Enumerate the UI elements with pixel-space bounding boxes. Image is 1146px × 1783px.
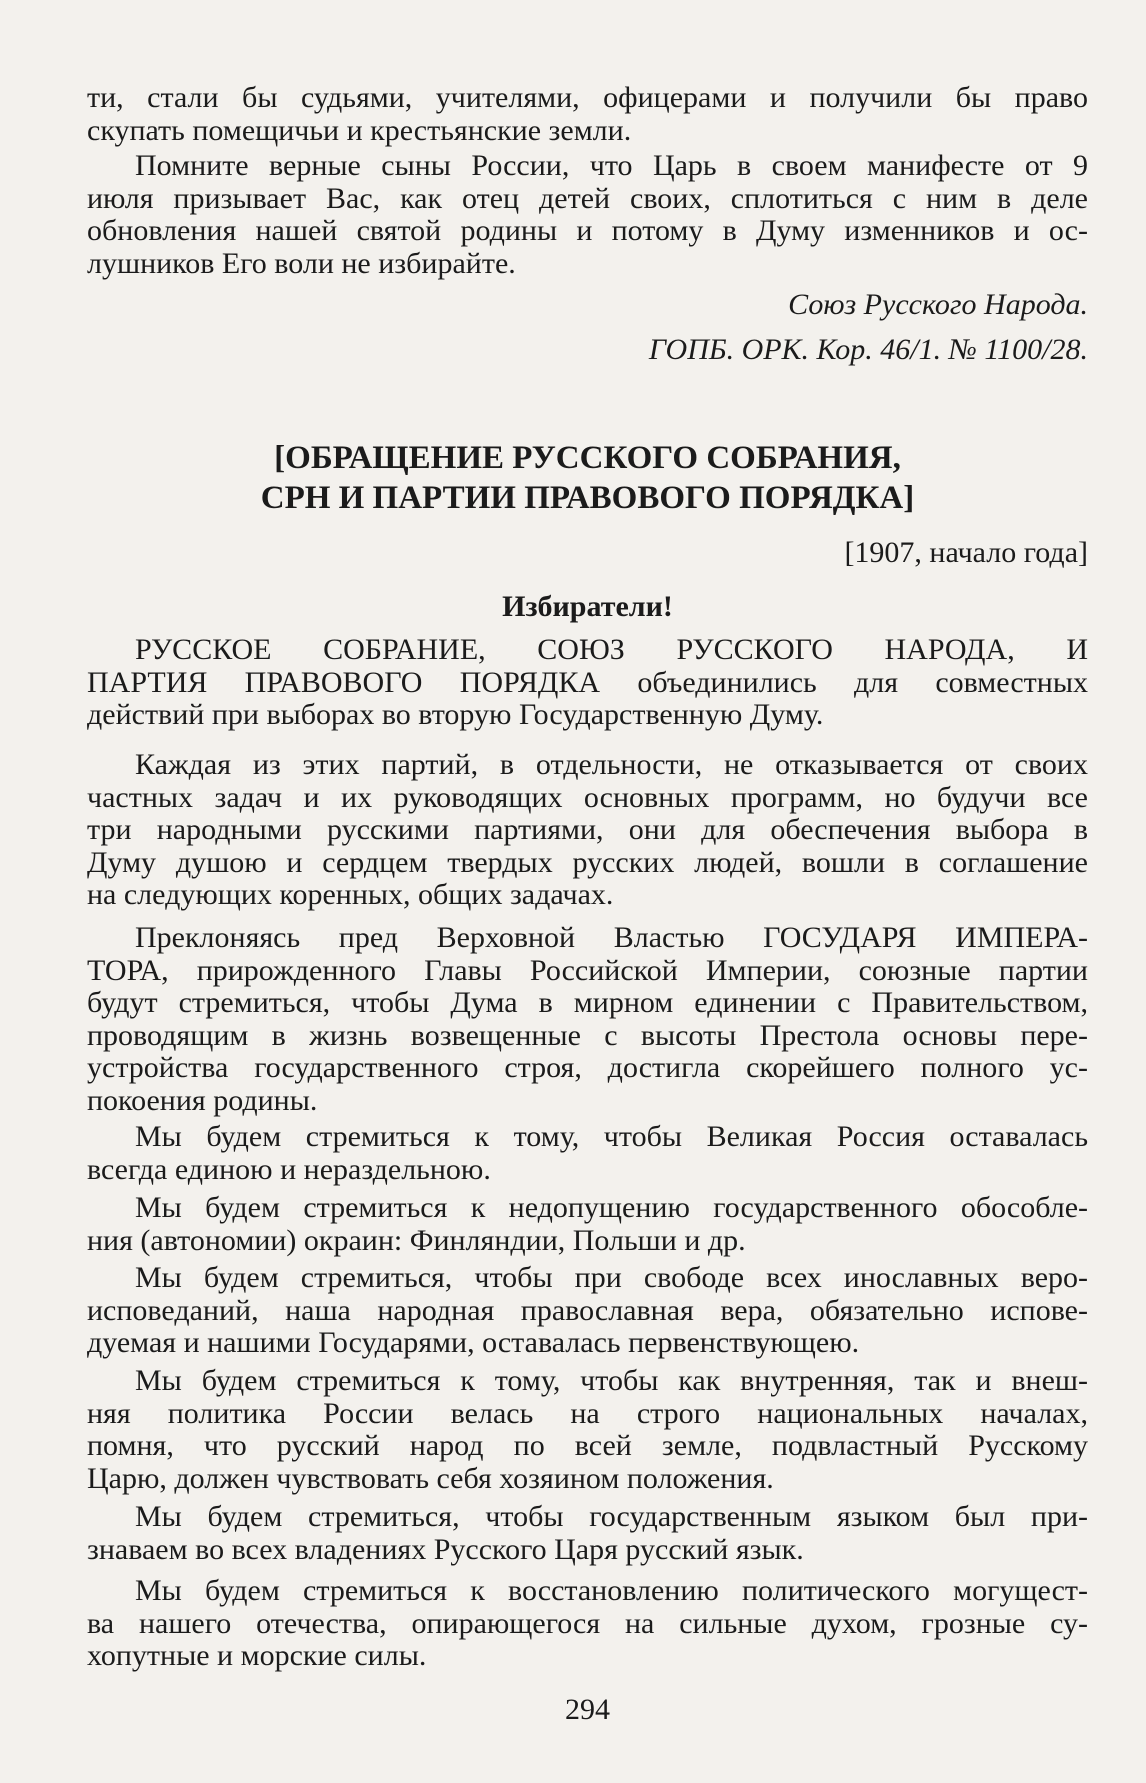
text-line: Преклоняясь пред Верховной Властью ГОСУДАРЯ ИМПЕРА- [135, 921, 1088, 954]
page-number: 294 [565, 1693, 610, 1726]
text-line: ТОРА, прирожденного Главы Российской Империи, союзные партии [87, 953, 1088, 987]
text-line: Каждая из этих партий, в отдельности, не отказывается от своих [135, 748, 1088, 781]
text-line: исповеданий, наша народная православная вера, обязательно испове- [87, 1293, 1088, 1327]
salutation: Избиратели! [502, 590, 673, 623]
text-line: всегда единою и нераздельною. [87, 1152, 491, 1186]
text-line: помня, что русский народ по всей земле, подвластный Русскому [87, 1429, 1088, 1462]
paragraph-policy [87, 1365, 1088, 1495]
text-line: Мы будем стремиться к тому, чтобы Великая Россия оставалась [135, 1120, 1088, 1153]
text-line: Мы будем стремиться, чтобы государственным языком был при- [135, 1500, 1088, 1533]
title-line: СРН И ПАРТИИ ПРАВОВОГО ПОРЯДКА] [260, 480, 915, 516]
text-line: ти, стали бы судьями, учителями, офицерами и получили бы право [87, 81, 1088, 114]
text-line: на следующих коренных, общих задачах. [87, 878, 614, 911]
paragraph-sovereign [87, 922, 1088, 1117]
paragraph-language [87, 1501, 1088, 1566]
text-line: устройства государственного строя, достигла скорейшего полного ус- [87, 1051, 1088, 1084]
closing-paragraph [87, 150, 1088, 280]
text-line: хопутные и морские силы. [87, 1639, 427, 1672]
text-line: РУССКОЕ СОБРАНИЕ, СОЮЗ РУССКОГО НАРОДА, И [135, 633, 1088, 666]
text-line: Царю, должен чувствовать себя хозяином положения. [87, 1461, 774, 1495]
document-date: [1907, начало года] [844, 536, 1088, 569]
text-line: три народными русскими партиями, они для обеспечения выбора в [87, 813, 1088, 846]
text-line: знаваем во всех владениях Русского Царя русский язык. [87, 1532, 804, 1566]
text-line: ва нашего отечества, опирающегося на сильные духом, грозные су- [87, 1606, 1088, 1640]
continuation-paragraph [87, 82, 1088, 147]
paragraph-agreement [87, 749, 1088, 912]
text-line: обновления нашей святой родины и потому в Думу изменников и ос- [87, 214, 1088, 247]
text-line: Мы будем стремиться, чтобы при свободе всех инославных веро- [135, 1261, 1088, 1294]
text-line: проводящим в жизнь возвещенные с высоты Престола основы пере- [87, 1018, 1088, 1052]
text-line: действий при выборах во вторую Государственную Думу. [87, 698, 824, 731]
title-line: [ОБРАЩЕНИЕ РУССКОГО СОБРАНИЯ, [274, 440, 901, 476]
paragraph-autonomy [87, 1192, 1088, 1257]
text-line: покоения родины. [87, 1083, 318, 1117]
text-line: Мы будем стремиться к восстановлению политического могущест- [135, 1574, 1088, 1607]
text-line: няя политика России велась на строго национальных началах, [87, 1396, 1088, 1430]
document-title [87, 438, 1088, 518]
signature: Союз Русского Народа. [788, 288, 1088, 321]
paragraph-union [87, 634, 1088, 732]
text-line: будут стремиться, чтобы Дума в мирном единении с Правительством, [87, 986, 1088, 1019]
paragraph-unity [87, 1121, 1088, 1186]
text-line: июля призывает Вас, как отец детей своих, сплотиться с ним в деле [87, 181, 1088, 215]
text-line: скупать помещичьи и крестьянские земли. [87, 113, 632, 147]
text-line: ПАРТИЯ ПРАВОВОГО ПОРЯДКА объединились для совместных [87, 665, 1088, 699]
text-line: Думу душою и сердцем твердых русских людей, вошли в соглашение [87, 845, 1088, 879]
archive-source: ГОПБ. ОРК. Кор. 46/1. № 1100/28. [648, 333, 1088, 366]
text-line: частных задач и их руководящих основных программ, но будучи все [87, 780, 1088, 814]
text-line: ния (автономии) окраин: Финляндии, Польши и др. [87, 1223, 746, 1257]
text-line: лушников Его воли не избирайте. [87, 246, 516, 280]
paragraph-faith [87, 1262, 1088, 1360]
text-line: дуемая и нашими Государями, оставалась первенствующею. [87, 1326, 860, 1359]
text-line: Помните верные сыны России, что Царь в своем манифесте от 9 [135, 149, 1088, 182]
paragraph-military [87, 1575, 1088, 1673]
text-line: Мы будем стремиться к недопущению государственного обособле- [135, 1191, 1088, 1224]
text-line: Мы будем стремиться к тому, чтобы как внутренняя, так и внеш- [135, 1364, 1088, 1397]
